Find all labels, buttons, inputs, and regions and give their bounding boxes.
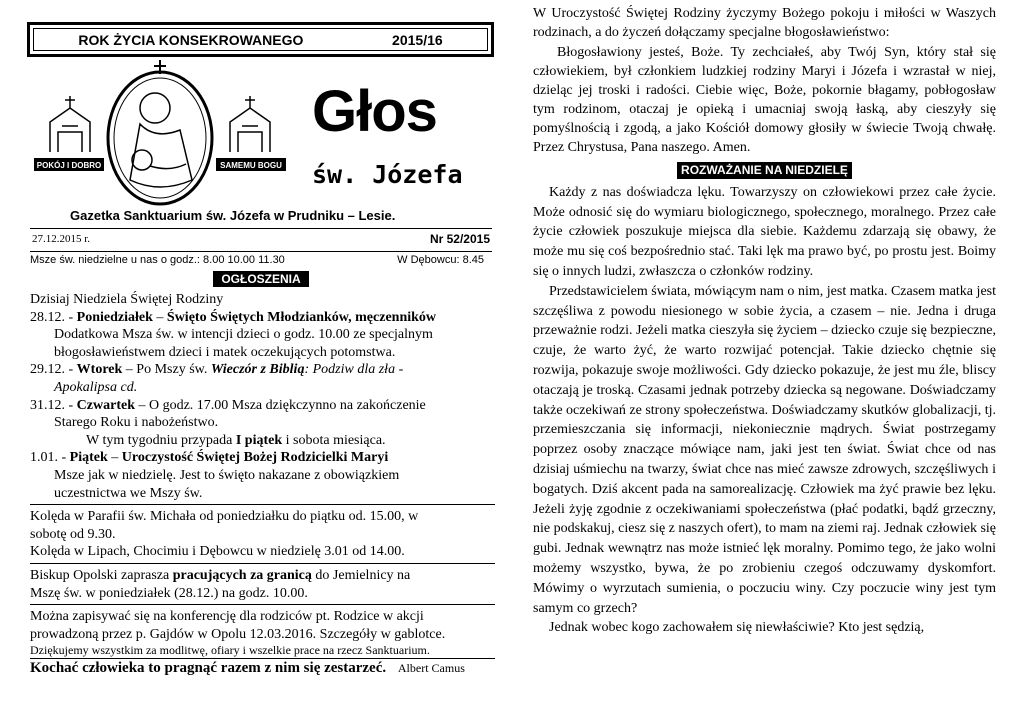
announcement-line: 28.12. - Poniedziałek – Święto Świętych Młodzianków, męczenników [30,309,437,325]
announcement-line: Mszę św. w poniedziałek (28.12.) na godz. 10.00. [30,585,308,601]
announcement-line: Kolęda w Parafii św. Michała od poniedziałku do piątku od. 15.00, w [30,509,419,525]
reflection-paragraph: Jednak wobec kogo zachowałem się niewłaściwie? Kto jest sędzią, [549,620,925,636]
mass-times-debowiec: W Dębowcu: 8.45 [397,254,484,266]
newsletter-tagline: Gazetka Sanktuarium św. Józefa w Prudniku – Lesie. [70,208,396,223]
issue-number: Nr 52/2015 [429,232,490,246]
logo-ribbon-left: POKÓJ I DOBRO [36,161,102,170]
announcement-line: 1.01. - Piątek – Uroczystość Świętej Bożej Rodzicielki Maryi [30,450,389,466]
announcement-line: W tym tygodniu przypada I piątek i sobota miesiąca. [86,432,386,448]
divider [30,563,495,564]
reflection-paragraph: Przedstawicielem świata, mówiącym nam o nim, jest matka. Czasem matka jest szczęśliwa z powodu niesionego w sobie życia, a czasem – nie. Jedna i druga przeważnie rodzi. Jeżeli matka cieszyła się życiem – dziecko czuje się bezpieczne, czuje, że warto żyć, że warto rozwijać potencjał. Takie dziecko chętnie się rozwija, pokazuje swoje możliwości. Gdy dziecko pokazuje, że jest mu źle, bliscy otaczają je troską. Czasami jednak potrzeby dziecka są negowane. Doświadczamy także oczekiwań ze strony społeczeństwa. Doświadczamy skutków globalizacji, tj. przemieszczania się informacji, niekoniecznie mądrych. Świat postrzegamy poprzez osoby znaczące mówiące nam, jaki jest ten świat. Świat chce od nas dzisiaj uśmiechu na twarzy, świat chce nas mieć zawsze zdrowych, szczęśliwych i bogatych. Dziś akcent pada na samorealizację. Człowiek ma żyć prawie bez lęku. Jeżeli żyję zgodnie z oczekiwaniami społeczeństwa (płać podatki, bądź grzeczny, nie podskakuj, ciesz się z naszych ofert), to mam na ziemi raj. Jednak człowiek się gubi. Jednak wewnątrz nas może istnieć lęk moralny. Pomimo tego, że jako wolni możemy wszystko, bywa, że po zrobieniu czegoś odczuwamy dyskomfort. Mówimy o wyrzutach sumienia, o poczuciu winy. Czy poczucie winy jest tym samym co grzech? [533,283,997,616]
quote-line [30,660,495,678]
divider [30,504,495,505]
logo-ribbon-right: SAMEMU BOGU [220,161,282,170]
newsletter-subtitle: św. Józefa [312,160,463,189]
announcement-line: 29.12. - Wtorek – Po Mszy św. Wieczór z Biblią: Podziw dla zła - [30,362,404,378]
quote-author: Albert Camus [397,661,465,676]
blessing-paragraph: Błogosławiony jesteś, Boże. Ty zechciałeś, aby Twój Syn, który stał się człowiekiem, był członkiem ludzkiej rodziny Maryi i Józefa i wzrastał w niej, dzieląc jej troski i radości. Ciebie więc, Boże, pokornie błagamy, pobłogosław tym rodzinom, otaczaj je opieką i umacniaj swoją łaską, aby cieszyły się pomyślnością i zgodą, a jako Kościół domowy głosiły w świecie Twoją chwałę. Przez Chrystusa, Pana naszego. Amen. [533,45,996,155]
thanks-line: Dziękujemy wszystkim za modlitwę, ofiary i wszelkie prace na rzecz Sanktuarium. [30,643,430,658]
announcements-body [30,291,495,678]
announcement-line: sobotę od 9.30. [30,526,116,542]
announcements-heading: OGŁOSZENIA [213,271,309,287]
mass-times-local: Msze św. niedzielne u nas o godz.: 8.00 10.00 11.30 [30,254,285,266]
announcement-line: 31.12. - Czwartek – O godz. 17.00 Msza dziękczynno na zakończenie [30,397,426,413]
announcement-line: Msze jak w niedzielę. Jest to święto nakazane z obowiązkiem [54,467,400,483]
announcement-line: Biskup Opolski zaprasza pracujących za granicą do Jemielnicy na [30,567,411,583]
announcement-line: uczestnictwa we Mszy św. [54,485,203,501]
announcement-line: Apokalipsa cd. [54,379,138,395]
year-banner [27,22,494,57]
announcement-line: Starego Roku i nabożeństwo. [54,415,219,431]
announcement-line: Dodatkowa Msza św. w intencji dzieci o godz. 10.00 ze specjalnym [54,327,433,343]
quote: Kochać człowieka to pragnąć razem z nim się zestarzeć. [30,660,387,677]
banner-year: 2015/16 [392,31,443,48]
reflection-paragraph: Każdy z nas doświadcza lęku. Towarzyszy on człowiekowi przez całe życie. Może odnosić się do wymiaru biologicznego, społecznego, moralnego. Przez całe życie człowiek poszukuje miejsca dla siebie. Każdemu zdarzają się obawy, że może mu się coś bezpośrednio stać. Taki lęk ma prawo być, po prostu jest. Boimy się o innych ludzi, zwłaszcza o członków rodziny. [533,184,996,279]
divider [30,604,495,605]
issue-date: 27.12.2015 r. [32,233,91,245]
reflection-heading: ROZWAŻANIE NA NIEDZIELĘ [677,162,852,179]
announcement-line: błogosławieństwem dzieci i matek oczekujących potomstwa. [54,344,396,360]
wish-paragraph: W Uroczystość Świętej Rodziny życzymy Bożego pokoju i miłości w Waszych rodzinach, a do życzeń dołączamy specjalne błogosławieństwo: [533,6,996,40]
announcement-line: Można zapisywać się na konferencję dla rodziców pt. Rodzice w akcji [30,609,424,625]
divider [30,658,495,659]
sanctuary-logo [30,60,290,208]
newsletter-title: Głos [312,79,437,144]
right-column [533,4,996,638]
announcement-line: prowadzoną przez p. Gajdów w Opolu 12.03.2016. Szczegóły w gablotce. [30,626,446,642]
announcement-line: Kolęda w Lipach, Chocimiu i Dębowcu w niedzielę 3.01 od 14.00. [30,544,405,560]
dateline [30,228,492,252]
announcement-line: Dzisiaj Niedziela Świętej Rodziny [30,292,224,307]
banner-title: ROK ŻYCIA KONSEKROWANEGO [78,31,304,48]
